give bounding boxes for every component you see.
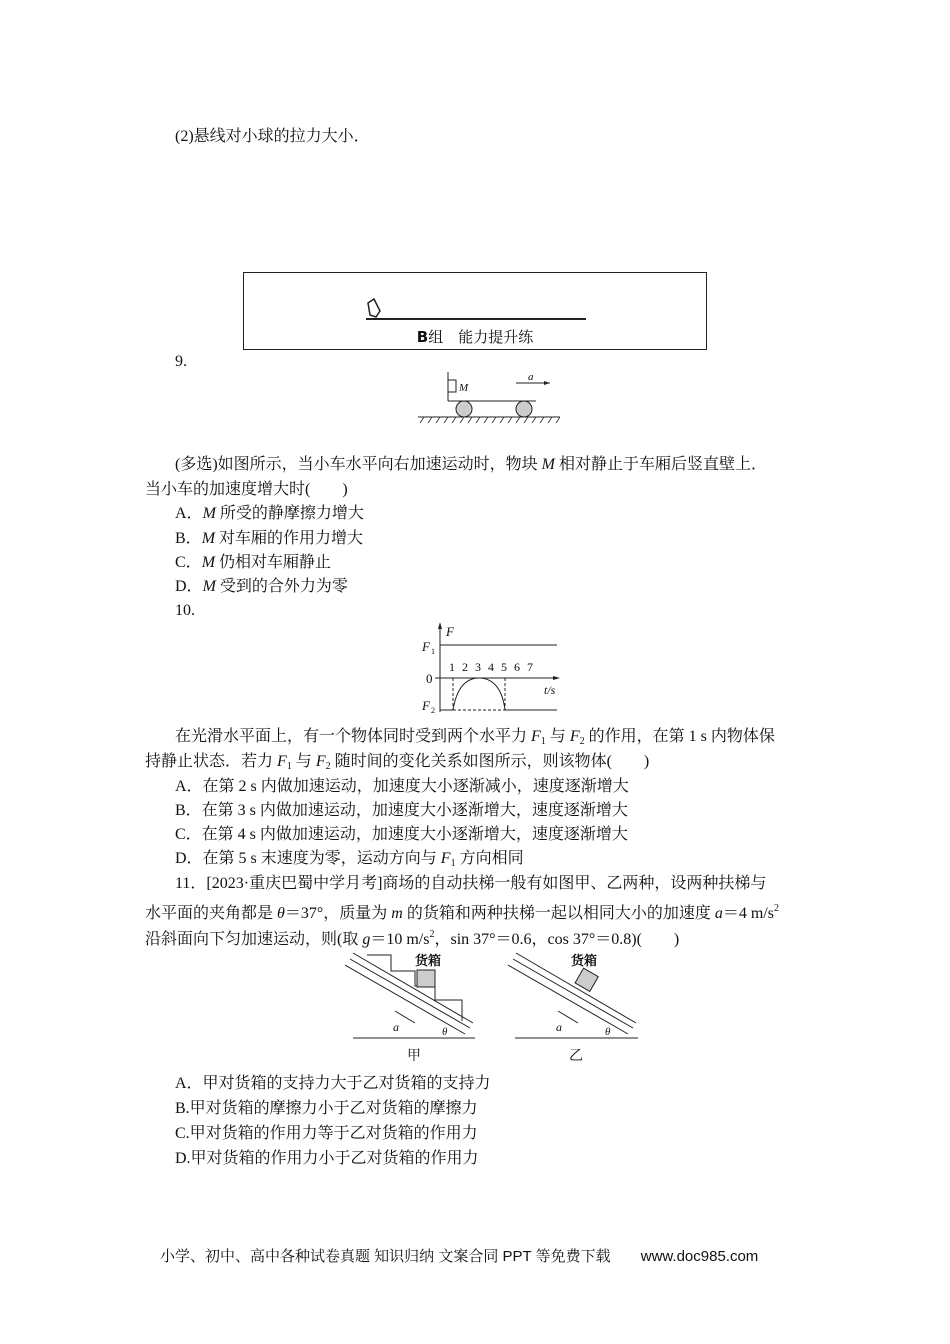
question-8-part-2: (2)悬线对小球的拉力大小． xyxy=(175,128,370,145)
question-10-option-b[interactable]: B．在第 3 s 内做加速运动，加速度大小逐渐增大，速度逐渐增大 xyxy=(175,802,628,819)
question-11-option-b[interactable]: B.甲对货箱的摩擦力小于乙对货箱的摩擦力 xyxy=(175,1100,478,1117)
question-11-line-1: 11．[2023·重庆巴蜀中学月考]商场的自动扶梯一般有如图甲、乙两种，设两种扶梯与 xyxy=(175,875,767,892)
y-axis-label: F xyxy=(446,624,454,639)
zero-label: 0 xyxy=(426,671,433,686)
jia-angle-label: θ xyxy=(442,1026,448,1038)
escalator-figure xyxy=(345,943,645,1063)
tick-7: 7 xyxy=(527,660,533,674)
question-11-option-c[interactable]: C.甲对货箱的作用力等于乙对货箱的作用力 xyxy=(175,1125,478,1142)
question-9-option-c[interactable]: C．M 仍相对车厢静止 xyxy=(175,554,332,571)
yi-caption: 乙 xyxy=(569,1049,583,1063)
f2-label: F xyxy=(422,698,430,713)
jia-box-label: 货箱 xyxy=(415,953,442,968)
f2-sub: 2 xyxy=(431,706,435,715)
question-10-stem-line-1: 在光滑水平面上，有一个物体同时受到两个水平力 $F_1$ 与 $F_2$ 的作用，在第 1 s 内物体保 xyxy=(175,728,775,747)
yi-box-label: 货箱 xyxy=(571,953,598,968)
tick-3: 3 xyxy=(475,660,481,674)
yi-angle-label: θ xyxy=(605,1026,611,1038)
question-10-option-c[interactable]: C．在第 4 s 内做加速运动，加速度大小逐渐增大，速度逐渐增大 xyxy=(175,826,628,843)
tick-4: 4 xyxy=(488,660,494,674)
footer xyxy=(160,1245,758,1266)
footer-text: 小学、初中、高中各种试卷真题 知识归纳 文案合同 PPT 等免费下载 xyxy=(160,1248,611,1265)
tick-1: 1 xyxy=(449,660,455,674)
question-11-line-2: 水平面的夹角都是 θ＝37°，质量为 m 的货箱和两种扶梯一起以相同大小的加速度 a＝4 $m/s^2$ xyxy=(145,903,779,922)
question-9-stem-line-2: 当小车的加速度增大时( ) xyxy=(145,481,348,498)
question-9-number: 9. xyxy=(175,353,187,370)
section-title: B组 能力提升练 xyxy=(416,328,534,346)
question-11-option-d[interactable]: D.甲对货箱的作用力小于乙对货箱的作用力 xyxy=(175,1150,479,1167)
f1-sub: 1 xyxy=(431,647,435,656)
question-11-line-3: 沿斜面向下匀加速运动，则(取 g＝10 $m/s^2$，sin 37°＝0.6，cos 37°＝0.8)( ) xyxy=(145,929,680,948)
question-9-option-b[interactable]: B．M 对车厢的作用力增大 xyxy=(175,530,364,547)
question-10-option-a[interactable]: A．在第 2 s 内做加速运动，加速度大小逐渐减小，速度逐渐增大 xyxy=(175,778,629,795)
x-axis-label: t/s xyxy=(544,683,556,697)
question-10-option-d[interactable]: D．在第 5 s 末速度为零，运动方向与 $F_1$ 方向相同 xyxy=(175,850,524,869)
section-header-box xyxy=(243,272,707,350)
force-time-graph xyxy=(410,620,560,716)
footer-site-link[interactable]: www.doc985.com xyxy=(640,1248,759,1265)
escalator-jia xyxy=(345,953,475,1063)
escalator-yi xyxy=(508,953,638,1063)
tick-5: 5 xyxy=(501,660,507,674)
cart-figure xyxy=(418,372,560,424)
f1-label: F xyxy=(422,639,430,654)
yi-accel-label: a xyxy=(556,1020,562,1034)
mass-label: M xyxy=(459,382,469,394)
tick-6: 6 xyxy=(514,660,520,674)
question-10-number: 10. xyxy=(175,602,195,619)
acceleration-label: a xyxy=(528,372,534,383)
question-9-stem-line-1: (多选)如图所示，当小车水平向右加速运动时，物块 M 相对静止于车厢后竖直壁上． xyxy=(175,456,768,473)
jia-accel-label: a xyxy=(393,1020,399,1034)
jia-caption: 甲 xyxy=(407,1049,421,1063)
question-10-stem-line-2: 持静止状态．若力 $F_1$ 与 $F_2$ 随时间的变化关系如图所示，则该物体( ) xyxy=(145,753,650,772)
question-11-option-a[interactable]: A．甲对货箱的支持力大于乙对货箱的支持力 xyxy=(175,1075,491,1092)
tick-2: 2 xyxy=(462,660,468,674)
question-9-option-a[interactable]: A．M 所受的静摩擦力增大 xyxy=(175,505,364,522)
question-9-option-d[interactable]: D．M 受到的合外力为零 xyxy=(175,578,348,595)
